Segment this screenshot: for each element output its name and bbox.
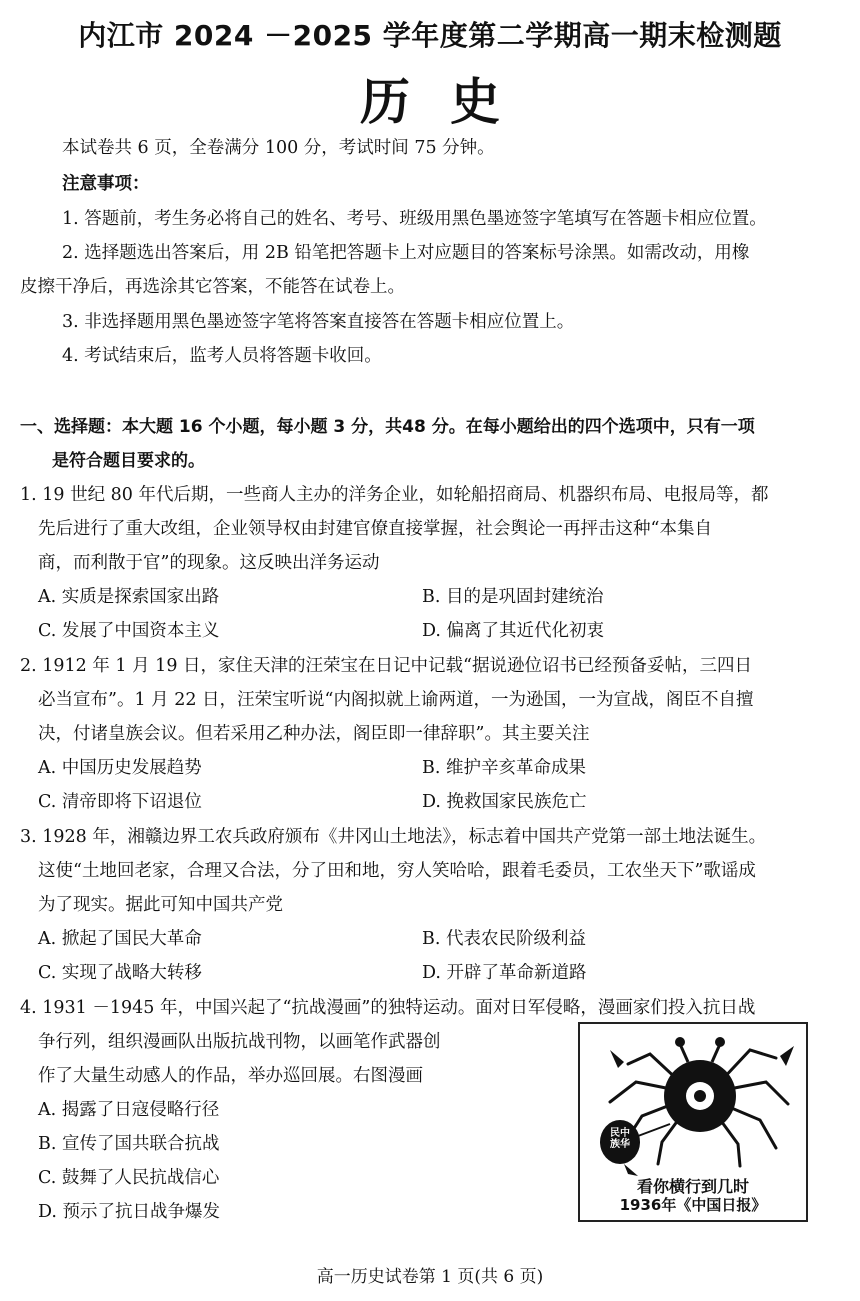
q3-stem-line3: 为了现实。据此可知中国共产党: [38, 895, 283, 915]
q1-stem-line3: 商，而利散于官”的现象。这反映出洋务运动: [38, 553, 380, 573]
q3-option-d: D. 开辟了革命新道路: [422, 963, 587, 983]
q4-option-b: B. 宣传了国共联合抗战: [38, 1134, 220, 1154]
q4-option-c: C. 鼓舞了人民抗战信心: [38, 1168, 220, 1188]
exam-title: 内江市 2024 －2025 学年度第二学期高一期末检测题: [78, 19, 782, 52]
q1-option-a: A. 实质是探索国家出路: [38, 587, 220, 607]
q3-option-c: C. 实现了战略大转移: [38, 963, 202, 983]
q2-stem-line3: 决，付诸皇族会议。但若采用乙种办法，阁臣即一律辞职”。其主要关注: [38, 724, 590, 744]
q4-option-d: D. 预示了抗日战争爆发: [38, 1202, 221, 1222]
notes-title: 注意事项：: [62, 174, 150, 194]
q3-stem-line1: 3. 1928 年，湘赣边界工农兵政府颁布《井冈山土地法》，标志着中国共产党第一部土地法诞生。: [20, 827, 767, 847]
q4-stem-line1: 4. 1931 －1945 年，中国兴起了“抗战漫画”的独特运动。面对日军侵略，漫画家们投入抗日战: [20, 998, 756, 1018]
q2-option-d: D. 挽救国家民族危亡: [422, 792, 587, 812]
q2-option-b: B. 维护辛亥革命成果: [422, 758, 586, 778]
subject-title: 历史: [360, 73, 540, 131]
exam-info: 本试卷共 6 页，全卷满分 100 分，考试时间 75 分钟。: [62, 138, 495, 158]
q3-option-b: B. 代表农民阶级利益: [422, 929, 586, 949]
q1-option-d: D. 偏离了其近代化初衷: [422, 621, 605, 641]
q4-stem-line3: 作了大量生动感人的作品，举办巡回展。右图漫画: [38, 1066, 423, 1086]
note-2-cont: 皮擦干净后，再选涂其它答案，不能答在试卷上。: [20, 277, 405, 297]
bomb-label: 民中族华: [610, 1128, 630, 1150]
q1-option-b: B. 目的是巩固封建统治: [422, 587, 604, 607]
q3-option-a: A. 掀起了国民大革命: [38, 929, 202, 949]
note-4: 4. 考试结束后，监考人员将答题卡收回。: [62, 346, 382, 366]
q1-option-c: C. 发展了中国资本主义: [38, 621, 220, 641]
note-1: 1. 答题前，考生务必将自己的姓名、考号、班级用黑色墨迹签字笔填写在答题卡相应位置。: [62, 209, 767, 229]
q2-option-c: C. 清帝即将下诏退位: [38, 792, 202, 812]
q4-option-a: A. 揭露了日寇侵略行径: [38, 1100, 220, 1120]
q4-stem-line2: 争行列，组织漫画队出版抗战刊物，以画笔作武器创: [38, 1032, 441, 1052]
q3-stem-line2: 这使“土地回老家，合理又合法，分了田和地，穷人笑哈哈，跟着毛委员，工农坐天下”歌谣成: [38, 861, 756, 881]
section-heading: 一、选择题：本大题 16 个小题，每小题 3 分，共48 分。在每小题给出的四个选项中，只有一项: [20, 417, 755, 437]
cartoon-image: [578, 1022, 808, 1222]
note-3: 3. 非选择题用黑色墨迹签字笔将答案直接答在答题卡相应位置上。: [62, 312, 575, 332]
q1-stem-line1: 1. 19 世纪 80 年代后期，一些商人主办的洋务企业，如轮船招商局、机器织布局、电报局等，都: [20, 485, 769, 505]
note-2: 2. 选择题选出答案后，用 2B 铅笔把答题卡上对应题目的答案标号涂黑。如需改动，用橡: [62, 243, 750, 263]
section-heading-cont: 是符合题目要求的。: [52, 451, 205, 471]
q2-stem-line1: 2. 1912 年 1 月 19 日，家住天津的汪荣宝在日记中记载“据说逊位诏书已经预备妥帖，三四日: [20, 656, 752, 676]
cartoon-caption: 看你横行到几时: [636, 1177, 749, 1196]
q2-stem-line2: 必当宣布”。1 月 22 日，汪荣宝听说“内阁拟就上谕两道，一为逊国，一为宣战，阁臣不自擅: [38, 690, 754, 710]
page-footer: 高一历史试卷第 1 页(共 6 页): [316, 1267, 544, 1287]
q1-stem-line2: 先后进行了重大改组，企业领导权由封建官僚直接掌握，社会舆论一再抨击这种“本集自: [38, 519, 712, 539]
q2-option-a: A. 中国历史发展趋势: [38, 758, 202, 778]
cartoon-source: 1936年《中国日报》: [619, 1196, 767, 1214]
